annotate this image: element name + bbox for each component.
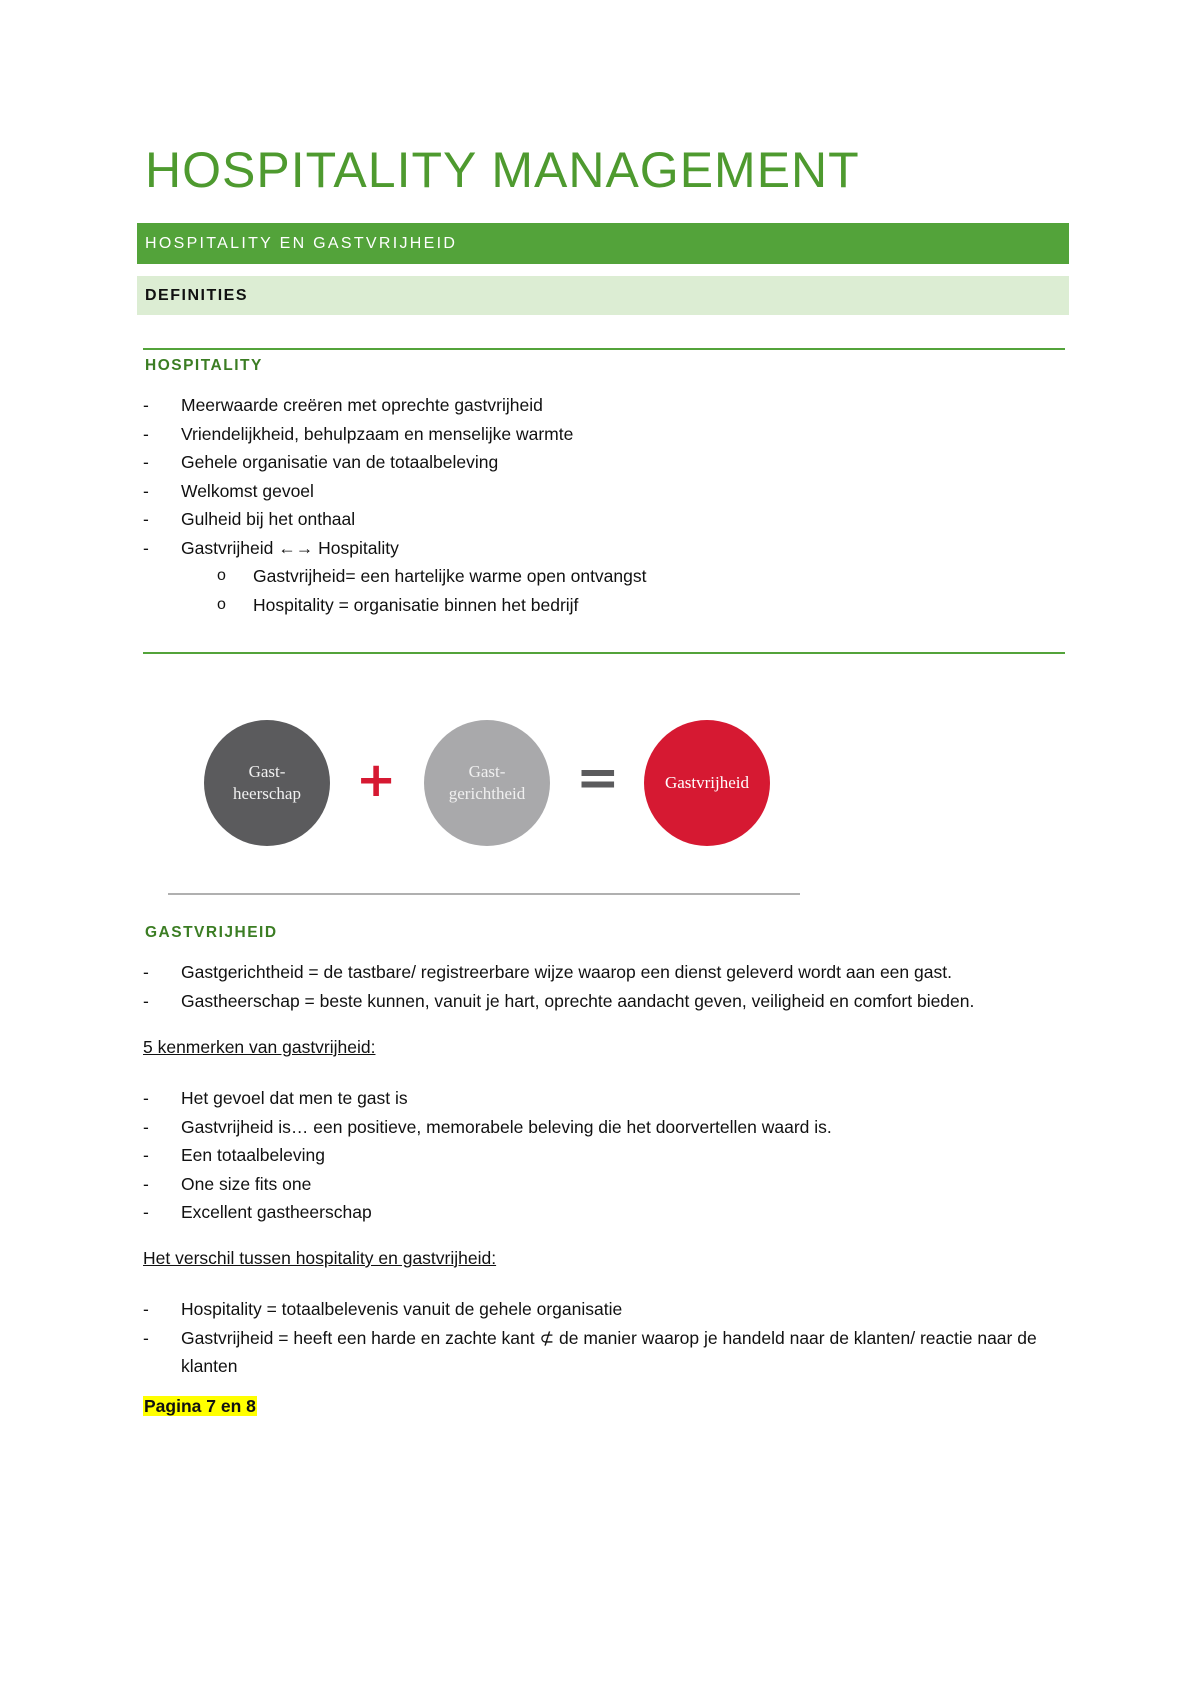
divider-top — [143, 348, 1065, 350]
subsection-heading-band: DEFINITIES — [137, 276, 1069, 315]
sublist-item: o Gastvrijheid= een hartelijke warme open ontvangst — [217, 562, 647, 591]
document-title: HOSPITALITY MANAGEMENT — [145, 142, 860, 198]
list-item: - Een totaalbeleving — [143, 1141, 832, 1170]
hospitality-list — [143, 391, 647, 619]
verschil-heading: Het verschil tussen hospitality en gastvrijheid: — [143, 1248, 497, 1268]
list-item: - Meerwaarde creëren met oprechte gastvrijheid — [143, 391, 647, 420]
list-item: - Hospitality = totaalbelevenis vanuit de gehele organisatie — [143, 1295, 1043, 1324]
list-item: - One size fits one — [143, 1170, 832, 1199]
sublist-item: o Hospitality = organisatie binnen het bedrijf — [217, 591, 647, 620]
gastvrijheid-heading: GASTVRIJHEID — [145, 924, 278, 941]
gastheerschap-circle: Gast- heerschap — [204, 720, 330, 846]
verschil-list — [143, 1295, 1043, 1381]
hospitality-heading: HOSPITALITY — [145, 357, 263, 374]
list-item: - Gastvrijheid = heeft een harde en zachte kant ⊄ de manier waarop je handeld naar de klanten/ reactie naar de klanten — [143, 1324, 1043, 1381]
list-item — [143, 534, 647, 620]
gastvrijheid-equation-diagram — [180, 700, 820, 910]
list-item: - Gastheerschap = beste kunnen, vanuit je hart, oprechte aandacht geven, veiligheid en comfort bieden. — [143, 987, 974, 1016]
list-item: - Vriendelijkheid, behulpzaam en menselijke warmte — [143, 420, 647, 449]
equals-icon: = — [576, 748, 620, 808]
list-item: - Welkomst gevoel — [143, 477, 647, 506]
gastgerichtheid-circle: Gast- gerichtheid — [424, 720, 550, 846]
page-reference-highlight: Pagina 7 en 8 — [144, 1396, 256, 1416]
gastvrijheid-list — [143, 958, 974, 1015]
plus-icon: + — [356, 752, 397, 808]
section-heading-band: HOSPITALITY EN GASTVRIJHEID — [137, 223, 1069, 264]
list-item: - Het gevoel dat men te gast is — [143, 1084, 832, 1113]
kenmerken-heading: 5 kenmerken van gastvrijheid: — [143, 1037, 376, 1057]
list-item: - Gulheid bij het onthaal — [143, 505, 647, 534]
page-reference — [143, 1396, 257, 1417]
list-item: - Gastvrijheid is… een positieve, memorabele beleving die het doorvertellen waard is. — [143, 1113, 832, 1142]
gastvrijheid-circle: Gastvrijheid — [644, 720, 770, 846]
hospitality-sublist — [181, 562, 647, 619]
kenmerken-list — [143, 1084, 832, 1227]
list-item: - Excellent gastheerschap — [143, 1198, 832, 1227]
list-item: - Gehele organisatie van de totaalbeleving — [143, 448, 647, 477]
list-item: - Gastgerichtheid = de tastbare/ registreerbare wijze waarop een dienst geleverd wordt aan een gast. — [143, 958, 974, 987]
divider-bottom — [143, 652, 1065, 654]
diagram-underline — [168, 893, 800, 895]
list-item-text: Gastvrijheid ←→ Hospitality — [181, 537, 399, 558]
